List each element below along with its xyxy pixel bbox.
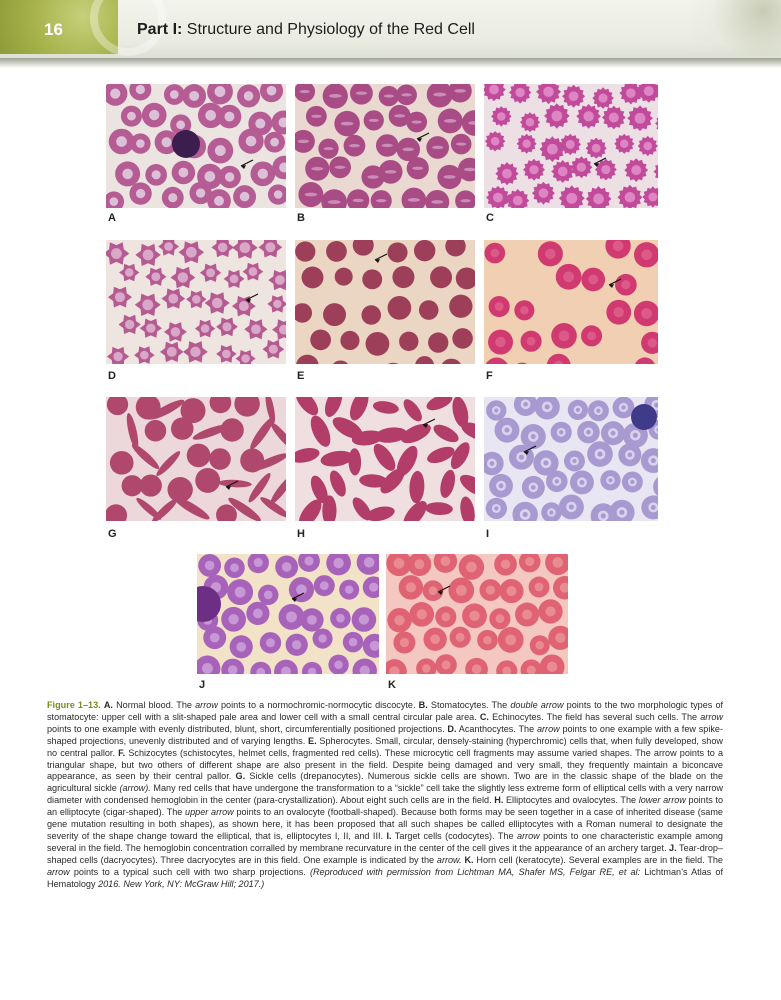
- caption-segment: points to a typical such cell with two sharp projections.: [69, 866, 310, 877]
- micrograph-k: [386, 554, 568, 674]
- micrograph-svg: [295, 240, 475, 364]
- caption-body: [47, 700, 723, 889]
- caption-segment: Tear-drop–shaped cells (dacryocytes). Three dacryocytes are in this field. One example is indicated by the: [47, 842, 723, 865]
- running-head: [137, 21, 475, 39]
- caption-segment: A.: [103, 700, 113, 710]
- caption-segment: K.: [464, 854, 474, 865]
- caption-segment: arrow: [536, 723, 560, 734]
- micrograph-svg: [484, 397, 658, 521]
- part-title: Structure and Physiology of the Red Cell: [186, 21, 475, 38]
- caption-segment: points to an elliptocyte (cigar-shaped). The: [47, 795, 724, 818]
- panel-label-h: H: [297, 528, 305, 540]
- panel-label-d: D: [108, 370, 116, 382]
- caption-segment: double arrow: [510, 700, 564, 710]
- caption-segment: Lichtman’s Atlas of Hematology: [47, 866, 724, 889]
- figure-label: Figure 1–13.: [47, 700, 101, 710]
- micrograph-svg: [106, 240, 286, 364]
- figure-caption: [47, 700, 723, 891]
- caption-segment: Echinocytes. The field has several such cells. The: [488, 711, 701, 722]
- micrograph-svg: [197, 554, 379, 674]
- caption-segment: points to one example with evenly distributed, blunt, short, circumferentially positioned projections.: [47, 723, 448, 734]
- panel-label-b: B: [297, 212, 305, 224]
- micrograph-h: [295, 397, 475, 521]
- caption-segment: G.: [235, 771, 246, 782]
- caption-segment: Stomatocytes. The: [427, 700, 511, 710]
- caption-segment: B.: [418, 700, 428, 710]
- micrograph-e: [295, 240, 475, 364]
- panel-label-f: F: [486, 370, 493, 382]
- micrograph-b: [295, 84, 475, 208]
- caption-segment: Schizocytes (schistocytes, helmet cells, fragmented red cells). These microcytic cell fragments may assume varied shapes. The arrow points to a triangular shape, but two others of different shape are also present in the field. Despite being damaged and very small, they frequently maintain a biconcave appearance, as seen by their central pallor.: [47, 747, 723, 782]
- caption-segment: Target cells (codocytes). The: [391, 830, 517, 841]
- caption-segment: arrow: [700, 711, 723, 722]
- caption-segment: (Reproduced with permission from Lichtman MA, Shafer MS, Felgar RE, et al:: [309, 866, 645, 877]
- caption-segment: 2016. New York, NY: McGraw Hill; 2017.): [98, 878, 265, 889]
- caption-segment: points to a normochromic-normocytic discocyte.: [217, 700, 419, 710]
- micrograph-a: [106, 84, 286, 208]
- caption-segment: points to one characteristic example among several in the field. The hemoglobin concentration corralled by membrane recurvature in the center of the cell gives it the appearance of an archery target.: [47, 830, 723, 853]
- panel-label-e: E: [297, 370, 305, 382]
- caption-segment: points to the two morphologic types of stomatocyte: upper cell with a slit-shaped pale area and lower cell with a small central circular pale area.: [47, 700, 724, 722]
- micrograph-svg: [386, 554, 568, 674]
- caption-segment: arrow: [195, 700, 218, 710]
- micrograph-j: [197, 554, 379, 674]
- caption-segment: E.: [308, 735, 317, 746]
- panel-label-i: I: [486, 528, 490, 540]
- caption-segment: lower arrow: [638, 795, 686, 806]
- header-shadow: [0, 58, 781, 68]
- caption-segment: Normal blood. The: [112, 700, 196, 710]
- panel-label-c: C: [486, 212, 494, 224]
- caption-segment: J.: [669, 842, 677, 853]
- caption-segment: D.: [447, 723, 457, 734]
- caption-segment: points to one example with a few spike-shaped projections, unevenly distributed and of varying lengths.: [47, 723, 723, 746]
- micrograph-f: [484, 240, 658, 364]
- micrograph-svg: [106, 397, 286, 521]
- caption-segment: C.: [479, 711, 489, 722]
- caption-segment: arrow: [516, 830, 540, 841]
- panel-label-j: J: [199, 679, 206, 691]
- caption-segment: arrow.: [436, 854, 462, 865]
- panel-label-g: G: [108, 528, 117, 540]
- caption-segment: upper arrow: [185, 807, 234, 818]
- caption-segment: F.: [118, 747, 126, 758]
- panel-label-a: A: [108, 212, 116, 224]
- caption-segment: Horn cell (keratocyte). Several examples are in the field. The: [473, 854, 723, 865]
- page-number: 16: [44, 20, 63, 39]
- header-decoration: [691, 0, 781, 56]
- panel-label-k: K: [388, 679, 396, 691]
- micrograph-svg: [484, 240, 658, 364]
- caption-segment: Spherocytes. Small, circular, densely-staining (hyperchromic) cells that, when fully developed, show no central pallor.: [47, 735, 723, 758]
- micrograph-svg: [106, 84, 286, 208]
- micrograph-g: [106, 397, 286, 521]
- caption-segment: points to an ovalocyte (football-shaped). Because both forms may be seen together in a case of inherited disease (same gene mutation resulting in both shapes), as shown here, it has been proposed that all such shapes be called elliptocytes with a Roman numeral to designate the severity of the shape change toward the elliptical, that is, elliptocytes I, II, and III.: [47, 807, 723, 841]
- micrograph-svg: [295, 397, 475, 521]
- micrograph-d: [106, 240, 286, 364]
- micrograph-svg: [295, 84, 475, 208]
- caption-segment: arrow: [47, 866, 70, 877]
- page-number-tab: [0, 0, 118, 54]
- caption-segment: Many red cells that have undergone the transformation to a “sickle” cell take the slightly less extreme form of elliptical cells with a very narrow diameter with condensed hemoglobin in the center (para-crystallization). About eight such cells are in the field.: [47, 783, 724, 806]
- caption-segment: Elliptocytes and ovalocytes. The: [503, 795, 639, 806]
- caption-segment: Sickle cells (drepanocytes). Numerous sickle cells are shown. Two are in the classic shape of the blade on the agricultural sickle: [47, 771, 723, 794]
- caption-segment: Acanthocytes. The: [456, 723, 537, 734]
- part-label: Part I:: [137, 21, 183, 38]
- micrograph-c: [484, 84, 658, 208]
- caption-segment: (arrow).: [119, 783, 151, 794]
- micrograph-svg: [484, 84, 658, 208]
- caption-segment: H.: [494, 795, 504, 806]
- micrograph-i: [484, 397, 658, 521]
- caption-segment: I.: [386, 830, 392, 841]
